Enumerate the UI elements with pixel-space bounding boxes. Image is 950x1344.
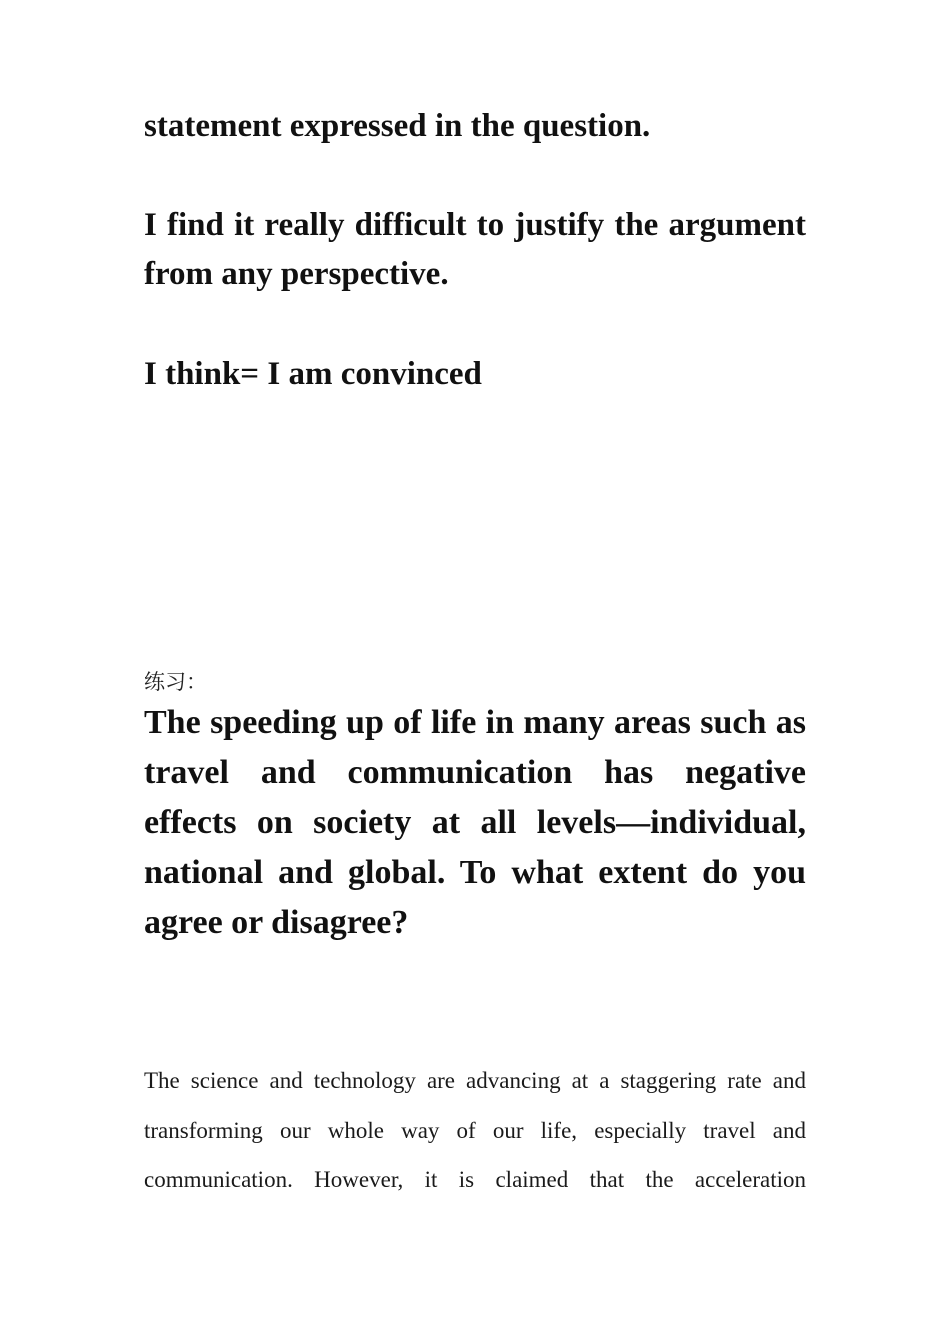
paragraph-i-think: I think= I am convinced: [144, 356, 482, 392]
essay-paragraph: The science and technology are advancing at a staggering rate and transforming our whole way of our life, especially travel and communication. However, it is claimed that the acceleration: [144, 1068, 806, 1192]
paragraph-statement: statement expressed in the question.: [144, 108, 651, 144]
exercise-question: The speeding up of life in many areas such as travel and communication has negative effects on society at all levels—individual, national and global. To what extent do you agree or disagree?: [144, 704, 806, 941]
paragraph-justify-argument: I find it really difficult to justify the argument from any perspective.: [144, 207, 806, 292]
exercise-label: 练习：: [144, 670, 207, 694]
